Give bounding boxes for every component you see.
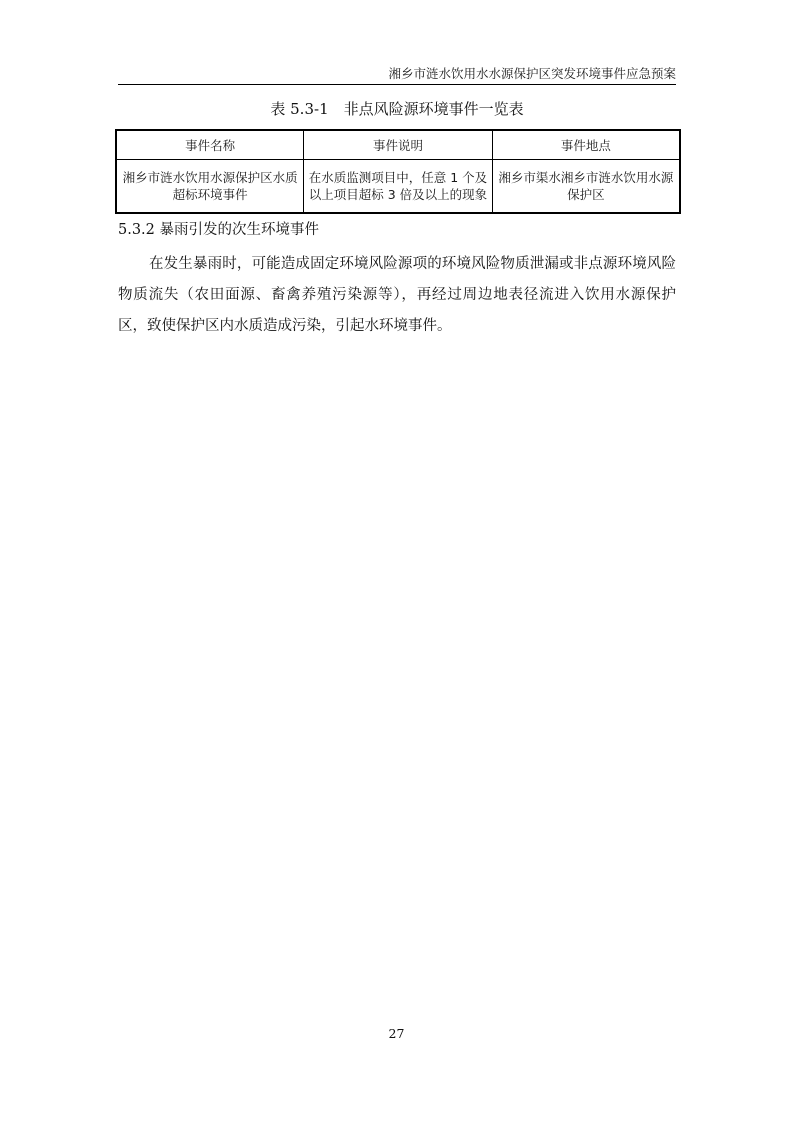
page-number: 27 (388, 1026, 405, 1041)
table-caption: 表 5.3-1 非点风险源环境事件一览表 (270, 100, 524, 118)
column-header-event-name: 事件名称 (116, 130, 304, 160)
page-header (118, 60, 676, 85)
document-title: 湘乡市涟水饮用水水源保护区突发环境事件应急预案 (388, 66, 676, 81)
section-heading: 5.3.2 暴雨引发的次生环境事件 (118, 222, 320, 238)
column-header-event-description: 事件说明 (304, 130, 492, 160)
body-paragraph: 在发生暴雨时，可能造成固定环境风险源项的环境风险物质泄漏或非点源环境风险物质流失（农田面源、畜禽养殖污染源等），再经过周边地表径流进入饮用水源保护区，致使保护区内水质造成污染，引起水环境事件。 (118, 256, 676, 334)
cell-event-description: 在水质监测项目中，任意 1 个及以上项目超标 3 倍及以上的现象 (304, 160, 492, 214)
risk-events-table (115, 129, 681, 214)
table-header-row (116, 130, 680, 160)
column-header-event-location: 事件地点 (492, 130, 680, 160)
table-row (116, 160, 680, 214)
cell-event-location: 湘乡市渠水湘乡市涟水饮用水源保护区 (492, 160, 680, 214)
cell-event-name: 湘乡市涟水饮用水源保护区水质超标环境事件 (116, 160, 304, 214)
